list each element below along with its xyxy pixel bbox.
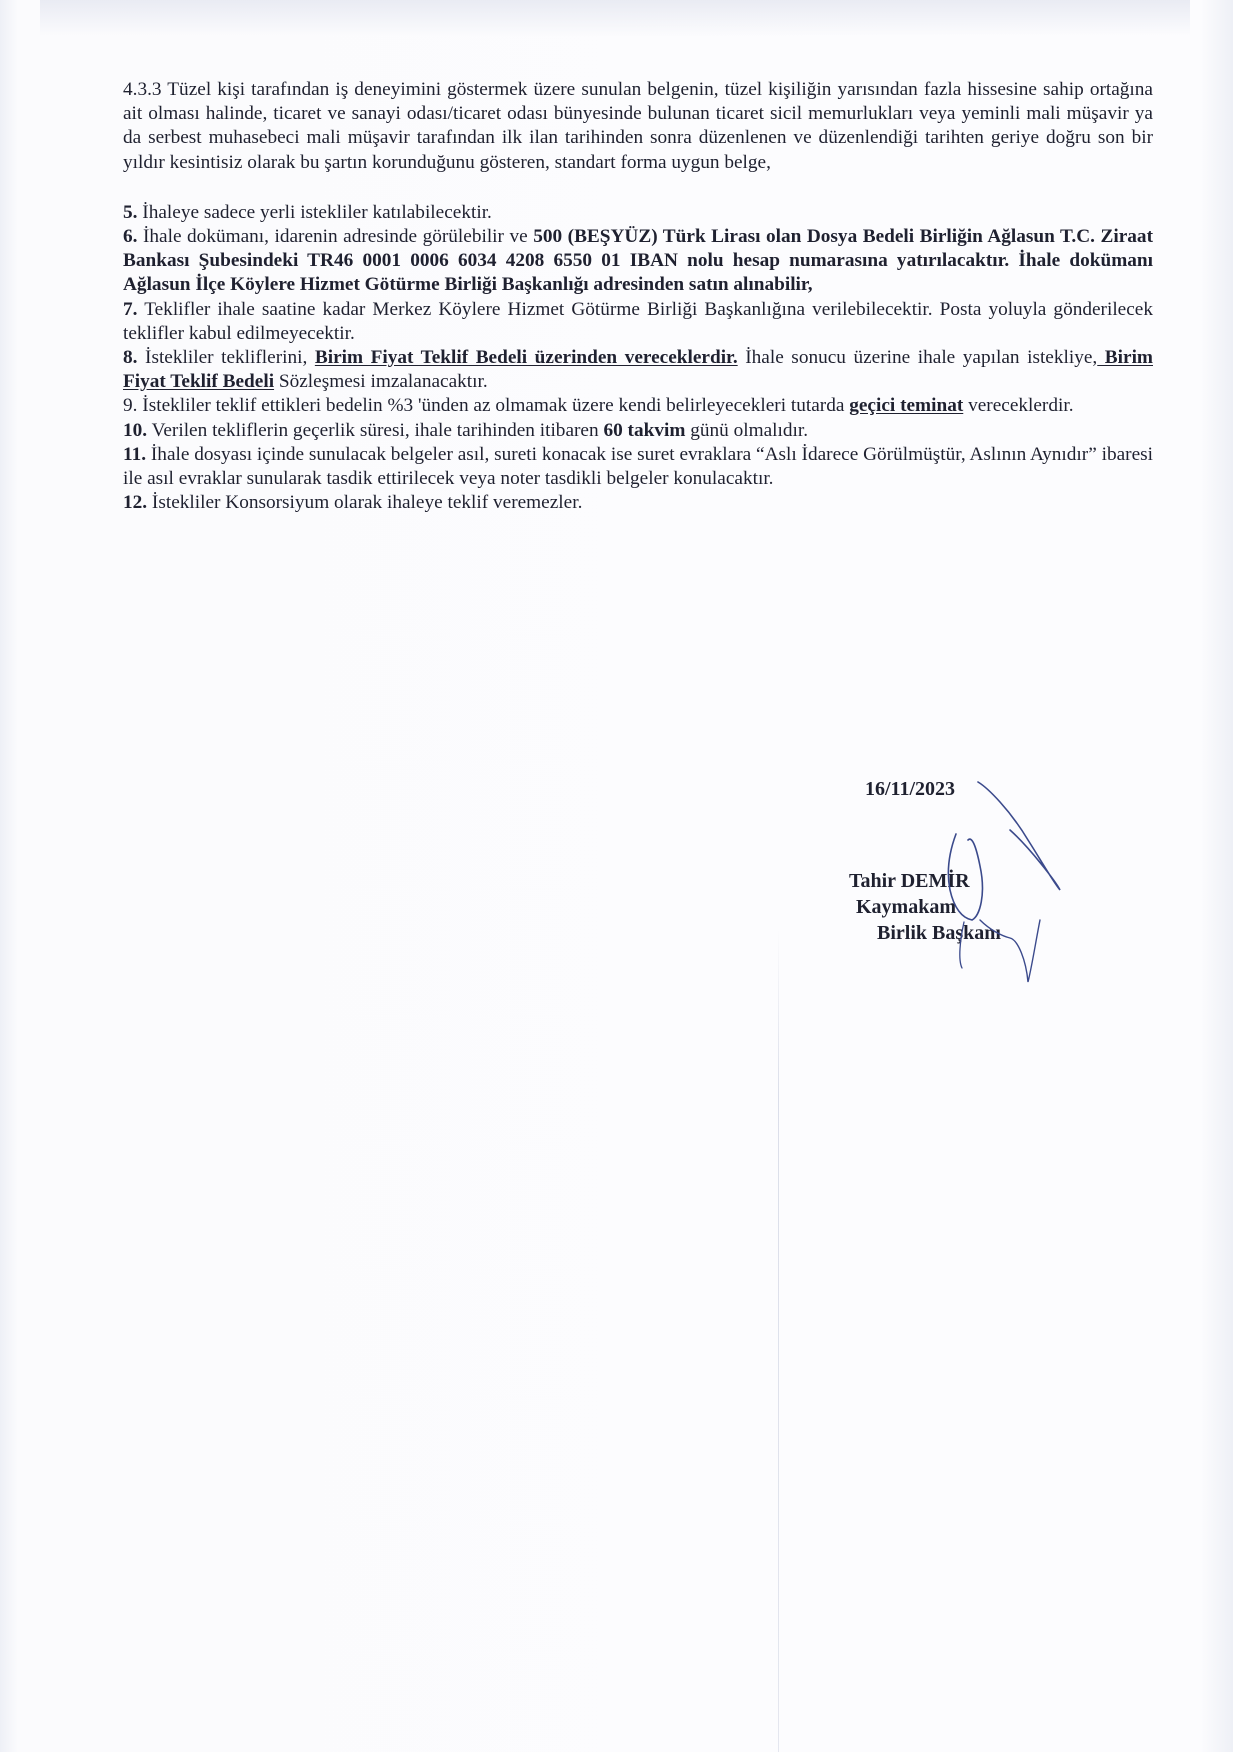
paragraph-4-3-3: 4.3.3 Tüzel kişi tarafından iş deneyimini göstermek üzere sunulan belgenin, tüzel kişiliğin yarısından fazla hissesine sahip ortağına ait olması halinde, ticaret ve sanayi odası/ticaret odası bünyesinde bulunan ticaret sicil memurlukları veya yeminli mali müşavir ya da serbest muhasebeci mali müşavir tarafından ilk ilan tarihinden sonra düzenlenen ve düzenlendiği tarihten geriye doğru son bir yıldır kesintisiz olarak bu şartın korunduğunu gösteren, standart forma uygun belge, [123,79,1153,173]
paragraph-text: Sözleşmesi imzalanacaktır. [274,371,488,393]
paragraph-text: İhale dokümanı, idarenin adresinde görülebilir ve [137,226,534,248]
paragraph-gap [123,175,1153,201]
paragraph-text: Verilen tekliflerin geçerlik süresi, ihale tarihinden itibaren [147,419,604,441]
paragraph-6 [123,225,1153,298]
paragraph-10 [123,419,1153,443]
underlined-bold-text: Birim Fiyat Teklif Bedeli üzerinden vereceklerdir. [314,347,738,369]
paragraph-text: 9. İstekliler teklif ettikleri bedelin %3 'ünden az olmamak üzere kendi belirleyecekleri tutarda [123,395,850,417]
signatory-title-2: Birlik Başkanı [877,922,1001,944]
item-number: 7. [123,298,138,320]
paragraph-text: vereceklerdir. [963,395,1074,417]
scan-shadow [40,0,1190,36]
signatory-title: Kaymakam [856,896,956,918]
item-number: 5. [123,201,138,223]
item-number: 11. [123,443,147,465]
paragraph-5 [123,201,1153,225]
paragraph-12 [123,491,1153,515]
paragraph-11 [123,443,1153,491]
underlined-bold-text: geçici teminat [849,395,964,417]
paragraph-bold-text: 60 takvim [603,419,686,441]
paragraph-text: İhaleye sadece yerli istekliler katılabilecektir. [137,201,492,223]
paragraph-9 [123,394,1153,418]
paragraph-8 [123,346,1153,394]
paragraph-text: İstekliler Konsorsiyum olarak ihaleye teklif veremezler. [147,492,583,514]
paragraph-bold-text: 500 (BEŞYÜZ) Türk Lirası olan Dosya Bedeli Birliğin Ağlasun T.C. Ziraat Bankası Şubesindeki TR46 0001 0006 6034 4208 6550 01 IBAN nolu hesap numarasına yatırılacaktır. İhale dokümanı Ağlasun İlçe Köylere Hizmet Götürme Birliği Başkanlığı adresinden satın alınabilir, [123,226,1153,296]
signature-date: 16/11/2023 [865,778,956,800]
paper-fold-line [778,930,779,1752]
item-number: 10. [123,419,148,441]
underlined-bold-text: Birim Fiyat Teklif Bedeli [123,347,1153,393]
paragraph-text: İstekliler tekliflerini, [137,347,315,369]
signatory-name: Tahir DEMİR [849,870,970,892]
paragraph-text: günü olmalıdır. [685,419,809,441]
item-number: 6. [123,226,138,248]
document-body [123,78,1153,515]
paragraph-7 [123,298,1153,346]
paragraph-text: İhale sonucu üzerine ihale yapılan istekliye, [737,347,1098,369]
paragraph-text: İhale dosyası içinde sunulacak belgeler asıl, sureti konacak ise suret evraklara “Aslı İdarece Görülmüştür, Aslının Aynıdır” ibaresi ile asıl evraklar sunularak tasdik ettirilecek veya noter tasdikli belgeler konulacaktır. [123,443,1153,490]
item-number: 8. [123,347,138,369]
item-number: 12. [123,492,148,514]
paragraph-text: Teklifler ihale saatine kadar Merkez Köylere Hizmet Götürme Birliği Başkanlığına verilebilecektir. Posta yoluyla gönderilecek teklifler kabul edilmeyecektir. [123,298,1153,344]
handwritten-signature-icon [860,770,1080,990]
